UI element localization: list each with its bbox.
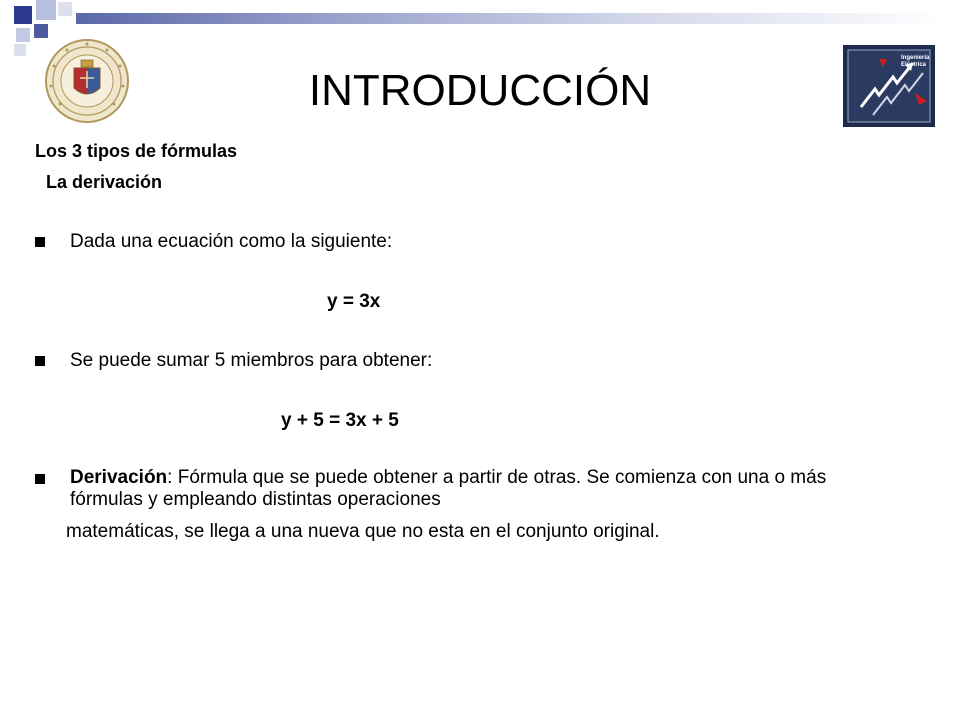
decor-square <box>14 44 26 56</box>
bullet-text-3 <box>70 467 900 511</box>
equation-1: y = 3x <box>327 291 381 312</box>
bullet-marker <box>35 356 45 366</box>
university-seal-logo <box>44 38 130 124</box>
logo-text-line-1: Ingeniería <box>901 55 930 61</box>
derivation-term: Derivación <box>70 467 168 488</box>
decor-square <box>16 28 30 42</box>
decor-square <box>36 0 56 20</box>
bullet-text-2: Se puede sumar 5 miembros para obtener: <box>70 350 433 371</box>
bullet-marker <box>35 237 45 247</box>
ingenieria-electrica-logo <box>843 45 935 127</box>
equation-2: y + 5 = 3x + 5 <box>281 410 399 431</box>
slide-title: INTRODUCCIÓN <box>308 66 652 115</box>
bullet-text-1: Dada una ecuación como la siguiente: <box>70 231 393 252</box>
bullet-marker <box>35 474 45 484</box>
bullet-text-3-continuation: matemáticas, se llega a una nueva que no esta en el conjunto original. <box>66 521 660 542</box>
section-subheading: La derivación <box>46 172 163 192</box>
decor-square <box>14 6 32 24</box>
derivation-definition: : Fórmula que se puede obtener a partir de otras. Se comienza con una o más fórmulas y empleando distintas operaciones <box>70 467 827 510</box>
section-heading: Los 3 tipos de fórmulas <box>35 141 238 161</box>
decor-square <box>34 24 48 38</box>
header-decoration-bar <box>76 13 946 24</box>
logo-text-line-2: Eléctrica <box>901 62 927 68</box>
decor-square <box>58 2 72 16</box>
